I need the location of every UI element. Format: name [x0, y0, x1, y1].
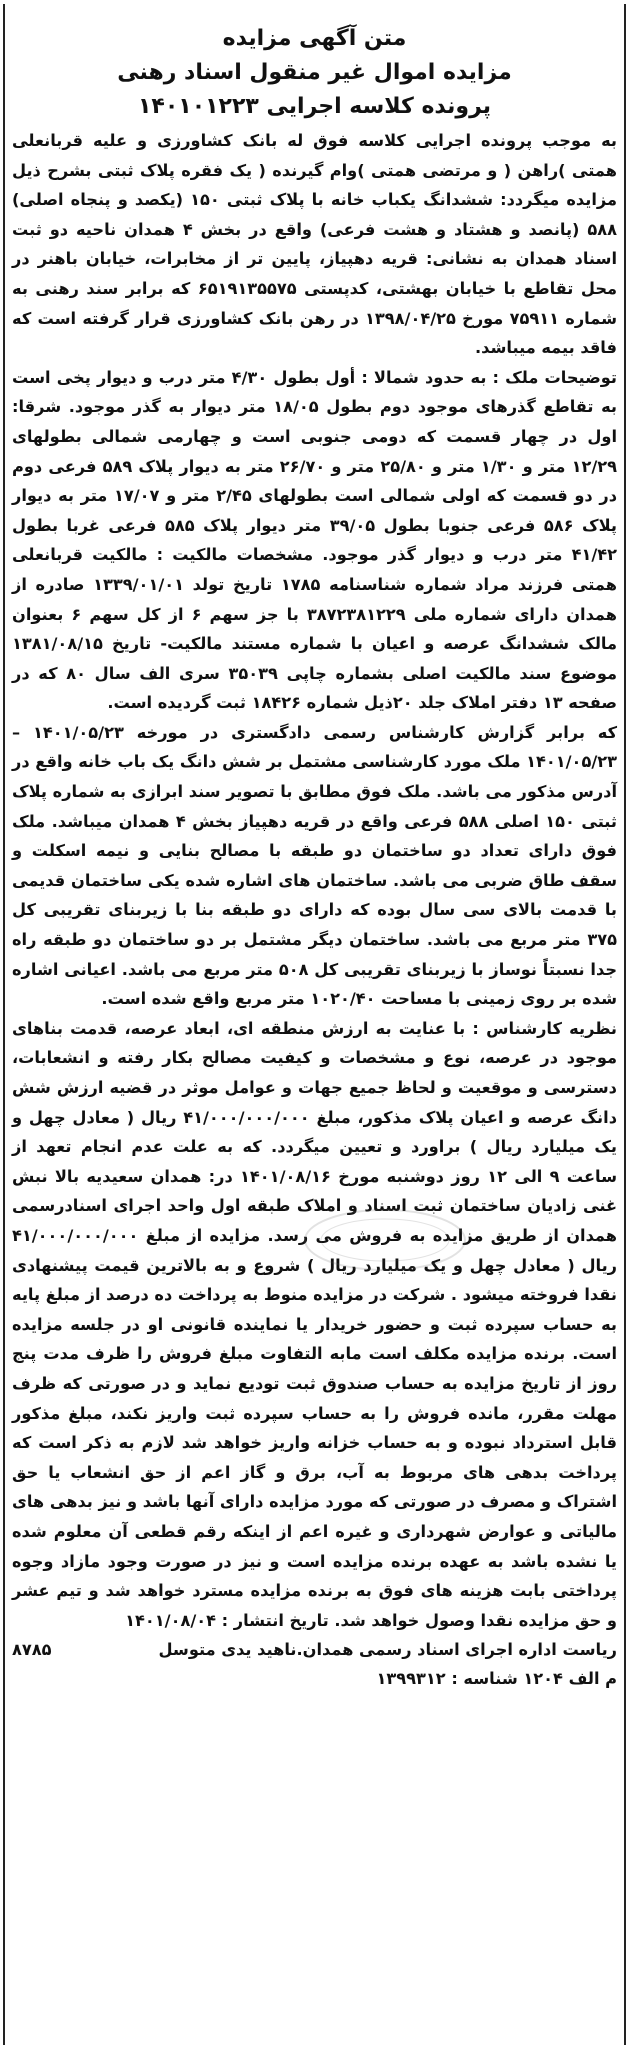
notice-code: ۸۷۸۵ — [12, 1640, 52, 1660]
notice-title: متن آگهی مزایده — [222, 26, 407, 51]
paragraph-expert-opinion: نظریه کارشناس : با عنایت به ارزش منطقه ای، ابعاد عرصه، قدمت بناهای موجود در عرصه، نوع و مشخصات و کیفیت مصالح بکار رفته و انشعابات، دسترسی و موقعیت و لحاظ جمیع جهات و عوامل موثر در قضیه ارزش شش دانگ عرصه و اعیان پلاک مذکور، مبلغ ۴۱/۰۰۰/۰۰۰/۰۰۰ ریال ( معادل چهل و یک میلیارد ریال ) براورد و تعیین میگردد. که به علت عدم انجام تعهد از ساعت ۹ الی ۱۲ روز دوشنبه مورخ ۱۴۰۱/۰۸/۱۶ در: همدان سعیدیه بالا نبش غنی زادیان ساختمان ثبت اسناد و املاک طبقه اول واحد اجرای اسنادرسمی همدان از طریق مزایده به فروش می رسد. مزایده از مبلغ ۴۱/۰۰۰/۰۰۰/۰۰۰ ریال ( معادل چهل و یک میلیارد ریال ) شروع و به بالاترین قیمت پیشنهادی نقدا فروخته میشود . شرکت در مزایده منوط به پرداخت ده درصد از مبلغ پایه به حساب سپرده ثبت و حضور خریدار یا نماینده قانونی او در جلسه مزایده است. برنده مزایده مکلف است مابه التفاوت مبلغ فروش را ظرف مدت پنج روز از تاریخ مزایده به حساب صندوق ثبت تودیع نماید و در صورتی که ظرف مهلت مقرر، مانده فروش را به حساب سپرده ثبت واریز نکند، مبلغ مذکور قابل استرداد نبوده و به حساب خزانه واریز خواهد شد لازم به ذکر است که پرداخت بدهی های مربوط به آب، برق و گاز اعم از حق انشعاب یا حق اشتراک و مصرف در صورتی که مورد مزایده دارای آنها باشد و نیز بدهی های مالیاتی و عوارض شهرداری و غیره اعم از اینکه رقم قطعی آن معلوم شده یا نشده باشد به عهده برنده مزایده است و نیز در صورت وجود مازاد وجوه پرداختی بابت هزینه های فوق به برنده مزایده مسترد خواهد شد و تیم عشر و حق مزایده نقدا وصول خواهد شد. تاریخ انتشار : ۱۴۰۱/۰۸/۰۴ — [12, 1018, 617, 1630]
case-number-title: پرونده کلاسه اجرایی ۱۴۰۱۰۱۲۲۳ — [137, 94, 492, 119]
paragraph-expert-report: که برابر گزارش کارشناس رسمی دادگستری در مورخه ۱۴۰۱/۰۵/۲۳ – ۱۴۰۱/۰۵/۲۳ ملک مورد کارشناسی مشتمل بر شش دانگ یک باب خانه واقع در آدرس مذکور می باشد. ملک فوق مطابق با تصویر سند ابرازی به شماره پلاک ثبتی ۱۵۰ اصلی ۵۸۸ فرعی واقع در قریه دهپیاز بخش ۴ همدان میباشد. ملک فوق دارای تعداد دو ساختمان دو طبقه با مصالح بنایی و نیمه اسکلت و سقف طاق ضربی می باشد. ساختمان های اشاره شده یکی ساختمان قدیمی با قدمت بالای سی سال بوده که دارای دو طبقه بنا با زیربنای تقریبی کل ۳۷۵ متر مربع می باشد. ساختمان دیگر مشتمل بر دو ساختمان دو طبقه راه جدا نسبتاً نوساز با زیربنای تقریبی کل ۵۰۸ متر مربع می باشد. اعیانی اشاره شده بر روی زمینی با مساحت ۱۰۲۰/۴۰ متر مربع واقع شده است. — [12, 722, 618, 1009]
notice-footer — [12, 1635, 617, 1693]
reference-line: م الف ۱۲۰۴ شناسه : ۱۳۹۹۳۱۲ — [376, 1669, 617, 1689]
paragraph-intro: به موجب پرونده اجرایی کلاسه فوق له بانک کشاورزی و علیه قربانعلی همتی )راهن ( و مرتضی همتی )وام گیرنده ( یک فقره پلاک ثبتی بشرح ذیل مزایده میگردد: ششدانگ یکباب خانه با پلاک ثبتی ۱۵۰ (یکصد و پنجاه اصلی) ۵۸۸ (پانصد و هشتاد و هشت فرعی) واقع در بخش ۴ همدان ناحیه دو ثبت اسناد همدان به نشانی: قریه دهپیاز، پایین تر از مخابرات، خیابان باهنر در محل تقاطع با خیابان بهشتی، کدپستی ۶۵۱۹۱۳۵۵۷۵ که برابر سند رهنی به شماره ۷۵۹۱۱ مورخ ۱۳۹۸/۰۴/۲۵ در رهن بانک کشاورزی قرار گرفته است که فاقد بیمه میباشد. — [12, 131, 618, 358]
paragraph-property-description: توضیحات ملک : به حدود شمالا : أول بطول ۴/۳۰ متر درب و دیوار پخی است به تقاطع گذرهای موجود دوم بطول ۱۸/۰۵ متر دیوار به گذر موجود. شرقا: اول در چهار قسمت که دومی جنوبی است و چهارمی شمالی بطولهای ۱۲/۲۹ متر و ۱/۳۰ متر و ۲۵/۸۰ متر و ۲۶/۷۰ متر به دیوار پلاک ۵۸۹ فرعی دوم در دو قسمت که اولی شمالی است بطولهای ۲/۴۵ متر و ۱۷/۰۷ متر به دیوار پلاک ۵۸۶ فرعی جنوبا بطول ۳۹/۰۵ متر دیوار پلاک ۵۸۵ فرعی غربا بطول ۴۱/۴۲ متر درب و دیوار گذر موجود. مشخصات مالکیت : مالکیت قربانعلی همتی فرزند مراد شماره شناسنامه ۱۷۸۵ تاریخ تولد ۱۳۳۹/۰۱/۰۱ صادره از همدان دارای شماره ملی ۳۸۷۲۳۸۱۲۲۹ با جز سهم ۶ از کل سهم ۶ بعنوان مالک ششدانگ عرصه و اعیان با شماره مستند مالکیت- تاریخ ۱۳۸۱/۰۸/۱۵ موضوع سند مالکیت اصلی بشماره چاپی ۳۵۰۳۹ سری الف سال ۸۰ که در صفحه ۱۳ دفتر املاک جلد ۲۰ذیل شماره ۱۸۴۲۶ ثبت گردیده است. — [12, 367, 618, 713]
signature-line: ریاست اداره اجرای اسناد رسمی همدان.ناهید یدی متوسل — [158, 1640, 617, 1660]
notice-subtitle: مزایده اموال غیر منقول اسناد رهنی — [117, 60, 512, 85]
notice-header — [12, 22, 617, 124]
notice-body — [12, 126, 617, 1635]
